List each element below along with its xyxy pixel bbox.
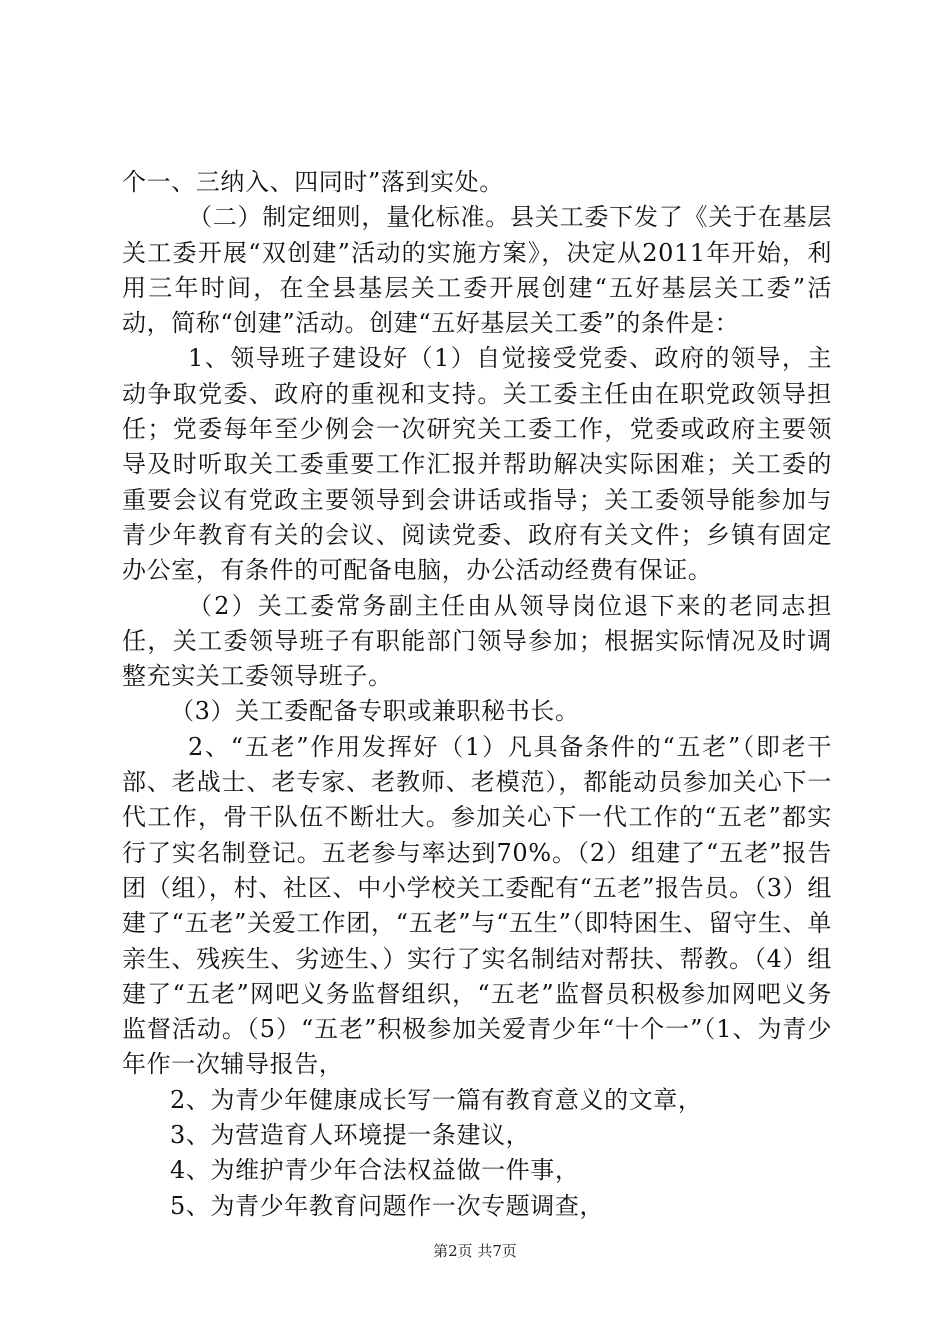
list-item: 5、为青少年教育问题作一次专题调查， [170,1191,605,1220]
list-item: 2、为青少年健康成长写一篇有教育意义的文章， [170,1085,703,1114]
list-item: 3、为营造育人环境提一条建议， [170,1121,531,1150]
paragraph-deputy-director: （2）关工委常务副主任由从领导岗位退下来的老同志担任，关工委领导班子有职能部门领导参加；根据实际情况及时调整充实关工委领导班子。 [122,591,832,691]
paragraph-section-two: （二）制定细则，量化标准。县关工委下发了《关于在基层关工委开展“双创建”活动的实施方案》，决定从2011年开始，利用三年时间，在全县基层关工委开展创建“五好基层关工委”活动，简称“创建”活动。创建“五好基层关工委”的条件是： [122,203,832,338]
paragraph-leadership: 1、领导班子建设好（1）自觉接受党委、政府的领导，主动争取党委、政府的重视和支持。关工委主任由在职党政领导担任；党委每年至少例会一次研究关工委工作，党委或政府主要领导及时听取关工委重要工作汇报并帮助解决实际困难；关工委的重要会议有党政主要领导到会讲话或指导；关工委领导能参加与青少年教育有关的会议、阅读党委、政府有关文件；乡镇有固定办公室，有条件的可配备电脑，办公活动经费有保证。 [122,344,832,585]
paragraph-five-elders: 2、“五老”作用发挥好（1）凡具备条件的“五老”（即老干部、老战士、老专家、老教师、老模范），都能动员参加关心下一代工作，骨干队伍不断壮大。参加关心下一代工作的“五老”都实行了实名制登记。五老参与率达到70%。（2）组建了“五老”报告团（组），村、社区、中小学校关工委配有“五老”报告员。（3）组建了“五老”关爱工作团，“五老”与“五生”（即特困生、留守生、单亲生、残疾生、劣迹生、）实行了实名制结对帮扶、帮教。（4）组建了“五老”网吧义务监督组织，“五老”监督员积极参加网吧义务监督活动。（5）“五老”积极参加关爱青少年“十个一”（1、为青少年作一次辅导报告， [122,732,832,1079]
page-number-footer: 第2页 共7页 [433,1242,517,1260]
paragraph-continuation: 个一、三纳入、四同时”落到实处。 [122,168,504,196]
list-item: 4、为维护青少年合法权益做一件事， [170,1156,580,1185]
paragraph-secretary: （3）关工委配备专职或兼职秘书长。 [170,697,580,726]
document-body [122,165,832,1224]
